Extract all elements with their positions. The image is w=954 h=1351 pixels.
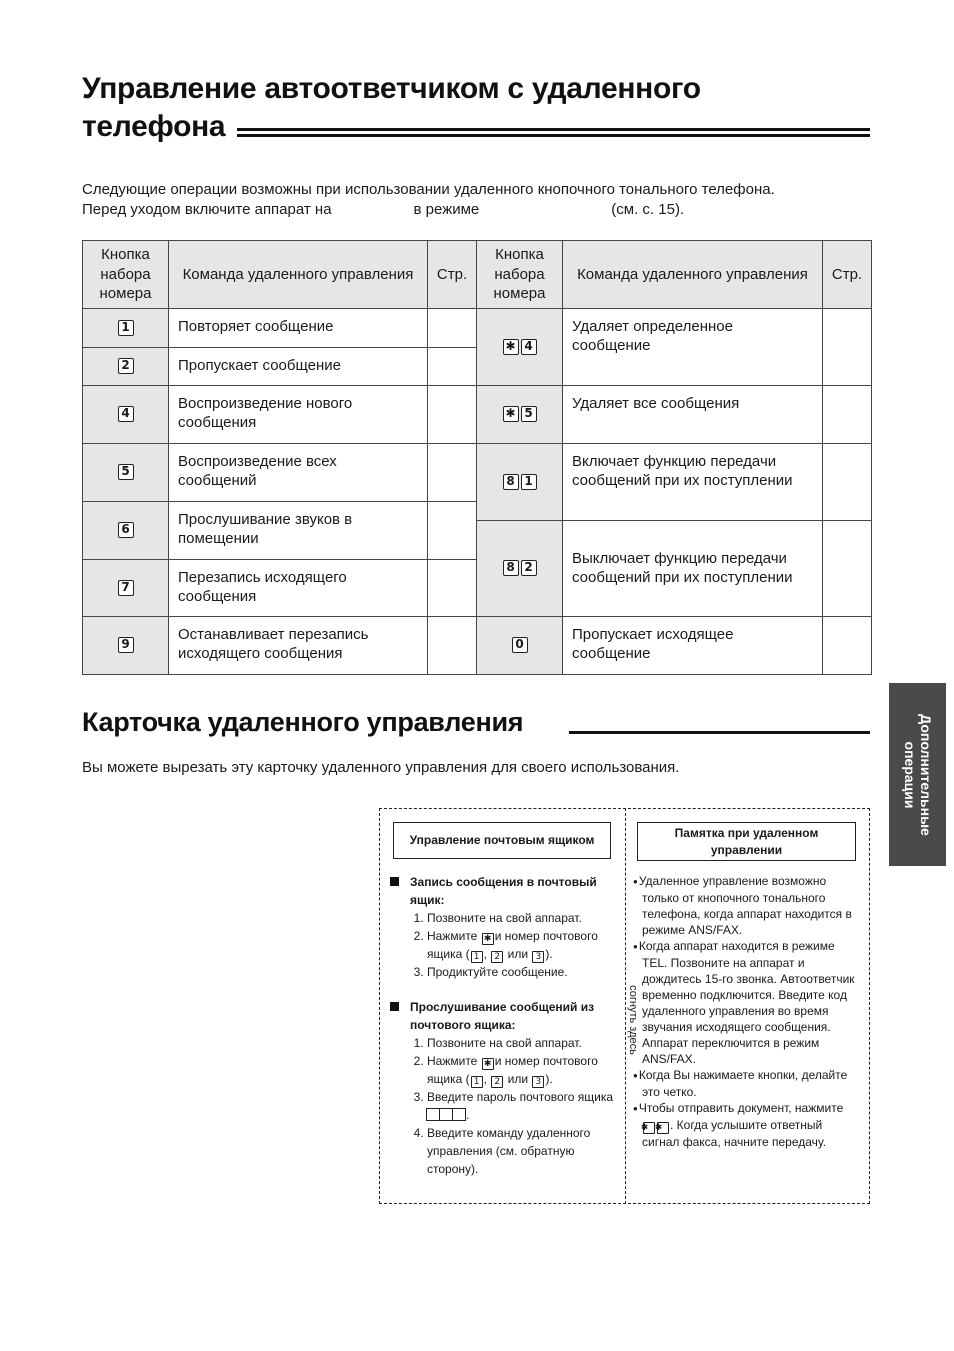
fold-label-text: согнуть здесь <box>626 985 639 1055</box>
note-item: ● Чтобы отправить документ, нажмите ✱ ✱ . Когда услышите ответный сигнал факса, начните передачу. <box>633 1100 859 1150</box>
memo-header: Памятка при удаленном управлении <box>637 822 856 861</box>
list-item: 3. Введите пароль почтового ящика . <box>427 1088 619 1124</box>
col-header-page: Стр. <box>823 241 872 309</box>
dial-key-6: 6 <box>118 522 134 538</box>
key-cell <box>83 501 169 559</box>
dial-key-8: 8 <box>503 560 519 576</box>
dial-key-9: 9 <box>118 637 134 653</box>
page-cell <box>823 308 872 385</box>
key-cell <box>83 347 169 385</box>
key-1-icon: 1 <box>471 951 483 963</box>
table-row <box>83 385 872 443</box>
page-cell <box>428 559 477 616</box>
dial-key-star: ✱ <box>503 339 519 355</box>
col-header-page: Стр. <box>428 241 477 309</box>
dial-key-8: 8 <box>503 474 519 490</box>
key-2-icon: 2 <box>491 951 503 963</box>
section1-title-line2: телефона <box>82 110 226 143</box>
key-1-icon: 1 <box>471 1076 483 1088</box>
command-cell: Повторяет сообщение <box>169 308 428 347</box>
key-cell <box>477 385 563 443</box>
command-cell: Пропускает исходящее сообщение <box>563 616 823 674</box>
section1-intro <box>82 180 775 220</box>
dial-key-1: 1 <box>521 474 537 490</box>
listen-steps <box>389 1034 619 1178</box>
note-item: ● Удаленное управление возможно только от кнопочного тонального телефона, когда аппарат находится в режиме ANS/FAX. <box>633 873 859 938</box>
page-cell <box>823 385 872 443</box>
command-cell: Пропускает сообщение <box>169 347 428 385</box>
dial-key-4: 4 <box>118 406 134 422</box>
col-header-key: Кнопка набора номера <box>477 241 563 309</box>
page-cell <box>428 347 477 385</box>
dial-key-1: 1 <box>118 320 134 336</box>
key-cell <box>83 616 169 674</box>
key-cell <box>477 308 563 385</box>
mailbox-header: Управление почтовым ящиком <box>393 822 611 859</box>
side-tab-line2: операции <box>901 741 918 808</box>
intro-line2-part-a: Перед уходом включите аппарат на <box>82 201 332 218</box>
mailbox-instructions <box>389 873 619 1178</box>
command-cell: Выключает функцию передачи сообщений при их поступлении <box>563 520 823 616</box>
dial-key-0: 0 <box>512 637 528 653</box>
command-cell: Удаляет определенное сообщение <box>563 308 823 385</box>
key-3-icon: 3 <box>532 951 544 963</box>
star-key-icon: ✱ <box>643 1122 655 1134</box>
dial-key-5: 5 <box>521 406 537 422</box>
list-item: 3. Продиктуйте сообщение. <box>427 963 619 981</box>
page-cell <box>823 616 872 674</box>
star-key-icon: ✱ <box>482 933 494 945</box>
command-cell: Воспроизведение всех сообщений <box>169 443 428 501</box>
remote-command-table <box>82 240 872 675</box>
key-3-icon: 3 <box>532 1076 544 1088</box>
section1-title-line1: Управление автоответчиком с удаленного <box>82 72 701 105</box>
password-box <box>426 1108 440 1121</box>
key-cell <box>83 443 169 501</box>
record-subheading: Запись сообщения в почтовый ящик: <box>389 873 619 909</box>
side-tab-line1: Дополнительные <box>917 713 934 836</box>
dial-key-4: 4 <box>521 339 537 355</box>
command-cell: Воспроизведение нового сообщения <box>169 385 428 443</box>
page-cell <box>428 501 477 559</box>
key-cell <box>477 616 563 674</box>
page-cell <box>428 385 477 443</box>
remote-memo-notes <box>633 873 859 1150</box>
section2-intro: Вы можете вырезать эту карточку удаленного управления для своего использования. <box>82 759 680 776</box>
page-cell <box>428 308 477 347</box>
command-cell: Перезапись исходящего сообщения <box>169 559 428 616</box>
command-cell: Включает функцию передачи сообщений при их поступлении <box>563 443 823 520</box>
section2-title-rule <box>569 731 870 734</box>
page-cell <box>823 520 872 616</box>
list-item: 1. Позвоните на свой аппарат. <box>427 1034 619 1052</box>
password-box <box>452 1108 466 1121</box>
record-steps <box>389 909 619 981</box>
dial-key-7: 7 <box>118 580 134 596</box>
side-tab-label <box>902 714 934 836</box>
remote-control-card <box>379 808 870 1204</box>
listen-subheading: Прослушивание сообщений из почтового ящика: <box>389 998 619 1034</box>
page-cell <box>428 616 477 674</box>
note-item: ● Когда Вы нажимаете кнопки, делайте это четко. <box>633 1067 859 1100</box>
command-cell: Удаляет все сообщения <box>563 385 823 443</box>
key-cell <box>83 385 169 443</box>
intro-line2-part-b: в режиме <box>413 201 480 218</box>
key-cell <box>477 443 563 520</box>
side-tab <box>889 683 946 866</box>
dial-key-5: 5 <box>118 464 134 480</box>
key-cell <box>83 559 169 616</box>
dial-key-star: ✱ <box>503 406 519 422</box>
list-item: 2. Нажмите ✱ и номер почтового ящика ( 1 , 2 или 3 ). <box>427 927 619 963</box>
dial-key-2: 2 <box>118 358 134 374</box>
intro-line2 <box>82 200 775 220</box>
command-cell: Прослушивание звуков в помещении <box>169 501 428 559</box>
dial-key-2: 2 <box>521 560 537 576</box>
note-item: ● Когда аппарат находится в режиме TEL. Позвоните на аппарат и дождитесь 15-го звонка. Автоответчик временно подключится. Введите код удаленного управления во время звучания исходящего сообщения. Аппарат переключится в режим ANS/FAX. <box>633 938 859 1067</box>
page-cell <box>428 443 477 501</box>
key-2-icon: 2 <box>491 1076 503 1088</box>
star-key-icon: ✱ <box>482 1058 494 1070</box>
list-item: 1. Позвоните на свой аппарат. <box>427 909 619 927</box>
title-rule <box>237 128 870 137</box>
page-cell <box>823 443 872 520</box>
col-header-key: Кнопка набора номера <box>83 241 169 309</box>
command-cell: Останавливает перезапись исходящего сообщения <box>169 616 428 674</box>
star-key-icon: ✱ <box>657 1122 669 1134</box>
list-item: 4. Введите команду удаленного управления (см. обратную сторону). <box>427 1124 619 1178</box>
intro-line2-part-c: (см. с. 15). <box>611 201 685 218</box>
password-box <box>439 1108 453 1121</box>
col-header-command: Команда удаленного управления <box>169 241 428 309</box>
key-cell <box>477 520 563 616</box>
table-header-row <box>83 241 872 309</box>
col-header-command: Команда удаленного управления <box>563 241 823 309</box>
fold-line <box>625 808 626 1204</box>
list-item: 2. Нажмите ✱ и номер почтового ящика ( 1 , 2 или 3 ). <box>427 1052 619 1088</box>
intro-line1: Следующие операции возможны при использовании удаленного кнопочного тонального телефона. <box>82 181 775 198</box>
table-row <box>83 616 872 674</box>
section2-title: Карточка удаленного управления <box>82 707 524 737</box>
key-cell <box>83 308 169 347</box>
table-row <box>83 443 872 501</box>
table-row <box>83 308 872 347</box>
